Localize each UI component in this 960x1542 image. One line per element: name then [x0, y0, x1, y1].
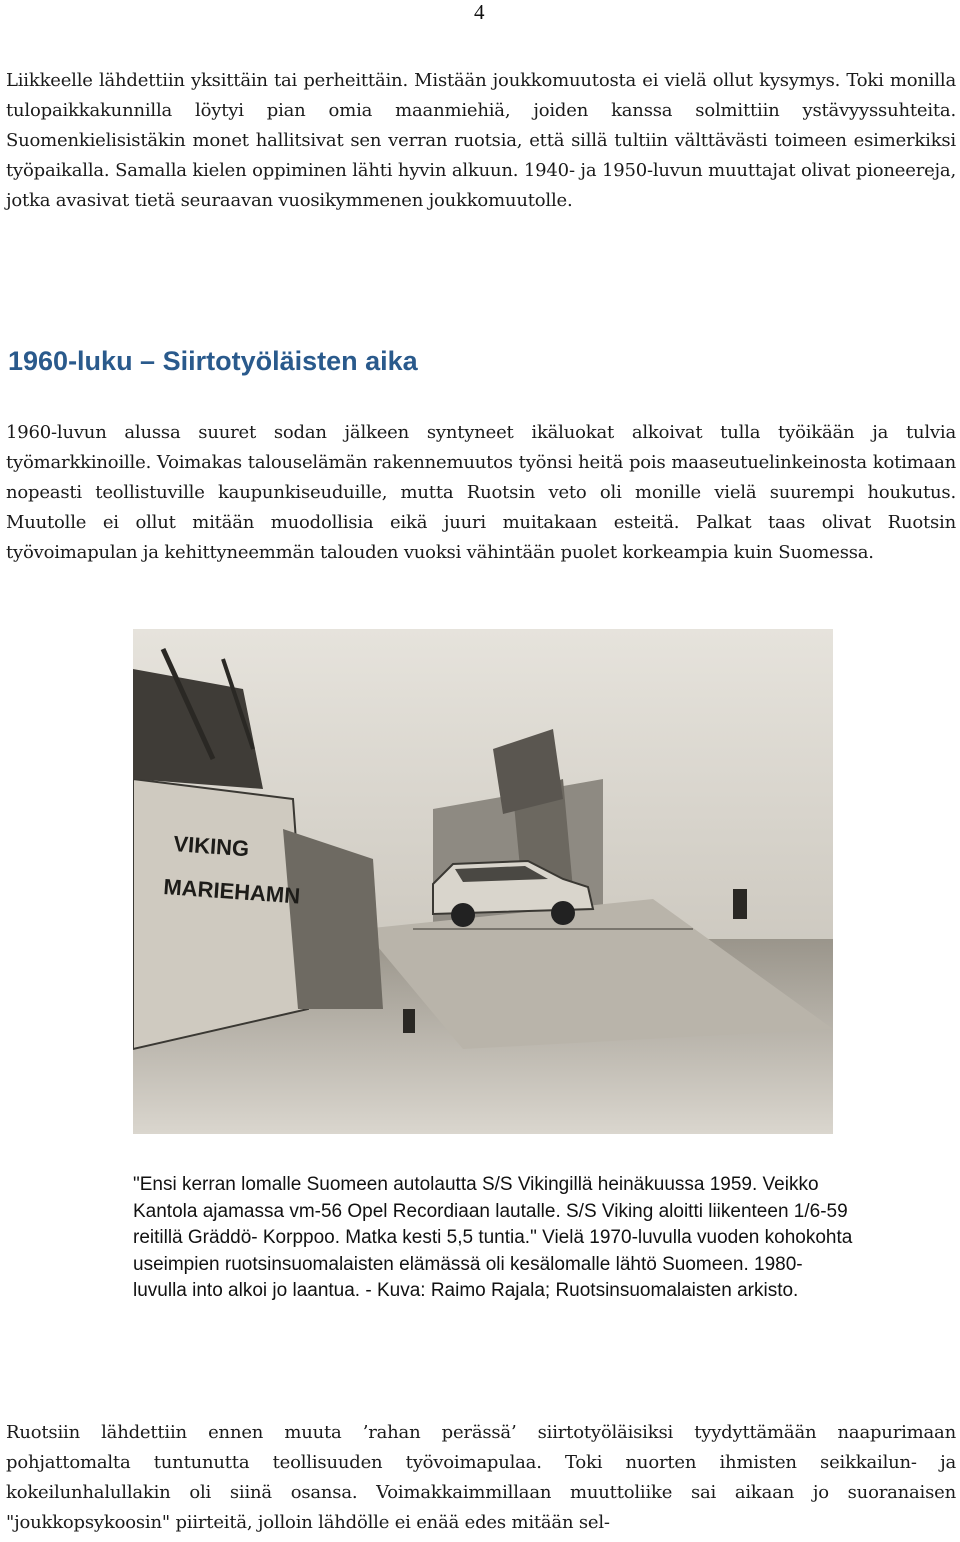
ship-port-text: MARIEHAMN	[162, 874, 301, 909]
bollard	[733, 889, 747, 919]
ferry-photo	[133, 629, 833, 1134]
section-heading: 1960-luku – Siirtotyöläisten aika	[8, 346, 418, 376]
section-body-paragraph: 1960-luvun alussa suuret sodan jälkeen syntyneet ikäluokat alkoivat tulla työikään ja tulvia työmarkkinoille. Voimakas talouselämän rakennemuutos työnsi heitä pois maaseutuelinkeinosta kotimaan nopeasti teollistuville kaupunkiseuduille, mutta Ruotsin veto oli monille vielä suurempi houkutus. Muutolle ei ollut mitään muodollisia eikä juuri muitakaan esteitä. Palkat taas olivat Ruotsin työvoimapulan ja kehittyneemmän talouden vuoksi vähintään puolet korkeampia kuin Suomessa.	[6, 422, 956, 563]
bollard	[403, 1009, 415, 1033]
page-number: 4	[474, 0, 485, 24]
intro-paragraph: Liikkeelle lähdettiin yksittäin tai perheittäin. Mistään joukkomuutosta ei vielä ollut kysymys. Toki monilla tulopaikkakunnilla löytyi pian omia maanmiehiä, joiden kanssa solmittiin ystävyyssuhteita. Suomenkielisistäkin monet hallitsivat sen verran ruotsia, että sillä tultiin välttävästi toimeen esimerkiksi työpaikalla. Samalla kielen oppiminen lähti hyvin alkuun. 1940- ja 1950-luvun muuttajat olivat pioneereja, jotka avasivat tietä seuraavan vuosikymmenen joukkomuutolle.	[6, 70, 956, 211]
ship-name-text: VIKING	[172, 831, 251, 862]
ferry-photo-illustration	[133, 629, 833, 1134]
ship-hull	[133, 779, 308, 1049]
photo-caption: "Ensi kerran lomalle Suomeen autolautta S/S Vikingillä heinäkuussa 1959. Veikko Kantola ajamassa vm-56 Opel Recordiaan lautalle. S/S Viking aloitti liikenteen 1/6-59 reitillä Gräddö- Korppoo. Matka kesti 5,5 tuntia." Vielä 1970-luvulla vuoden kohokohta useimpien ruotsinsuomalaisten elämässä oli kesälomalle lähtö Suomeen. 1980-luvulla into alkoi jo laantua. - Kuva: Raimo Rajala; Ruotsinsuomalaisten arkisto.	[133, 1174, 853, 1301]
closing-paragraph: Ruotsiin lähdettiin ennen muuta ’rahan perässä’ siirtotyöläisiksi tyydyttämään naapurimaan pohjattomalta tuntunutta teollisuuden työvoimapulaa. Toki nuorten ihmisten seikkailun- ja kokeilunhalullakin oli siinä osansa. Voimakkaimmillaan muuttoliike sai aikaan jo suoranaisen "joukkopsykoosin" piirteitä, jolloin lähdölle ei enää edes mitään sel-	[6, 1422, 956, 1533]
